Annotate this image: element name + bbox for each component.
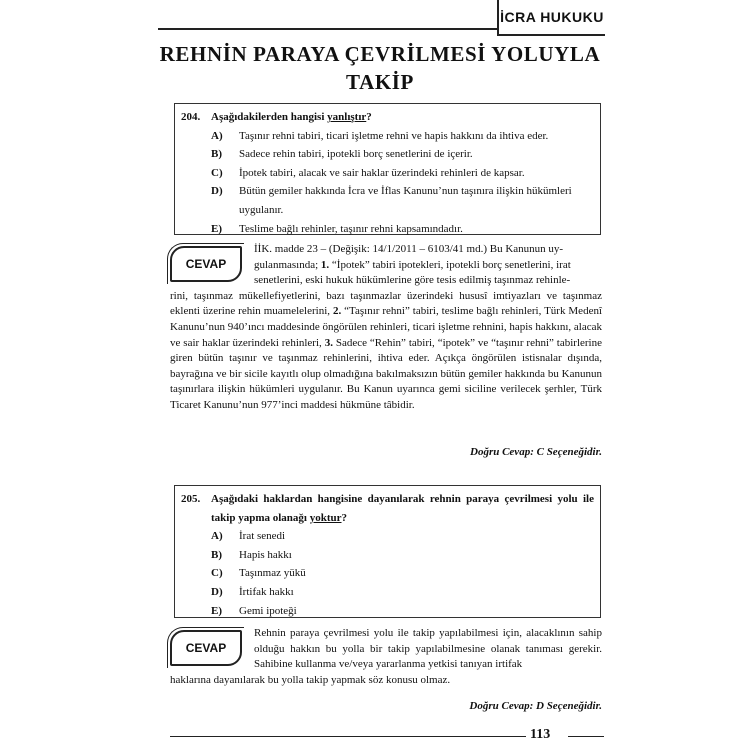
option-e: E) Teslime bağlı rehinler, taşınır rehni kapsamındadır. <box>211 222 463 235</box>
option-b: B) Hapis hakkı <box>211 548 292 561</box>
question-number: 204. <box>181 111 201 123</box>
correct-answer-204: Doğru Cevap: C Seçeneğidir. <box>470 446 602 458</box>
header-rule <box>158 28 498 30</box>
footer-rule-right <box>568 736 604 737</box>
answer-204-text: İİK. madde 23 – (Değişik: 14/1/2011 – 6103/41 md.) Bu Kanunun uy- gulanmasında; 1. “İpotek” tabiri ipotekleri, ipotekli borç senetlerini, irat senetlerini, eski hukuk hükümlerine göre tesis edilmiş taşınmaz rehinle- rini, taşınmaz mükellefiyetlerini, bazı taşınmazlar üzerindeki hususî imtiyazları ve taşınmaz eklenti üzerine rehin muamelelerini, 2. “Taşınır rehni” tabiri, teslime bağlı rehinleri, Türk Medenî Kanunu’nun 940’ıncı maddesinde öngörülen rehinleri, ticari işletme rehnini, hapis hakkını, alacak ve sair haklar üzerindeki rehinleri, 3. Sadece “Rehin” tabiri, “ipotek” ve “taşınır rehni” tabirlerine giren bütün taşınır ve taşınmaz rehinlerini, ihtiva eder. Açıkça öngörülen istisnalar dışında, bayrağına ve bir sicile kayıtlı olup olmadığına bakılmaksızın bütün gemiler hakkında bu Kanunun taşınırlara ilişkin hükümleri uygulanır. Bu Kanun uyarınca gemi siciline verilecek şerhler, Türk Ticaret Kanunu’nun 977’inci maddesi hükmüne tâbidir. <box>170 243 603 411</box>
title-line-2: TAKİP <box>346 70 414 94</box>
question-204-stem: 204. Aşağıdakilerden hangisi yanlıştır? <box>175 104 600 127</box>
option-a: A) İrat senedi <box>211 530 286 543</box>
question-205-box <box>174 485 601 618</box>
title-line-1: REHNİN PARAYA ÇEVRİLMESİ YOLUYLA <box>159 42 601 66</box>
correct-answer-205: Doğru Cevap: D Seçeneğidir. <box>469 700 602 712</box>
option-c: C) Taşınmaz yükü <box>211 567 306 580</box>
page-number: 113 <box>530 727 551 742</box>
option-b: B) Sadece rehin tabiri, ipotekli borç senetlerini de içerir. <box>211 148 473 161</box>
answer-badge: CEVAP <box>170 246 242 282</box>
option-c: C) İpotek tabiri, alacak ve sair haklar üzerindeki rehinleri de kapsar. <box>211 166 525 179</box>
option-a: A) Taşınır rehni tabiri, ticari işletme rehni ve hapis hakkını da ihtiva eder. <box>211 129 549 142</box>
question-number: 205. <box>181 493 201 505</box>
page-title <box>150 40 610 96</box>
footer-rule <box>170 736 526 737</box>
answer-205-text: Rehnin paraya çevrilmesi yolu ile takip yapılabilmesi için, alacaklının sahip olduğu hakkın bu yolla bir takip yapılabilmesine olanak tanıması gerekir. Sahibine kullanma ve/veya yararlanma yetkisi tanıyan irtifak haklarına dayanılarak bu yolla takip yapmak söz konusu olmaz. <box>170 627 602 686</box>
section-header: İCRA HUKUKU <box>497 0 605 36</box>
option-e: E) Gemi ipoteği <box>211 604 297 617</box>
option-d: D) Bütün gemiler hakkında İcra ve İflas Kanunu’nun taşınıra ilişkin hükümleri uygulanır. <box>211 185 572 216</box>
question-204-box <box>174 103 601 235</box>
answer-badge: CEVAP <box>170 630 242 666</box>
question-205-stem: 205. Aşağıdaki haklardan hangisine dayanılarak rehnin paraya çevrilmesi yolu ile takip yapma olanağı yoktur? <box>175 486 600 527</box>
option-d: D) İrtifak hakkı <box>211 585 294 598</box>
